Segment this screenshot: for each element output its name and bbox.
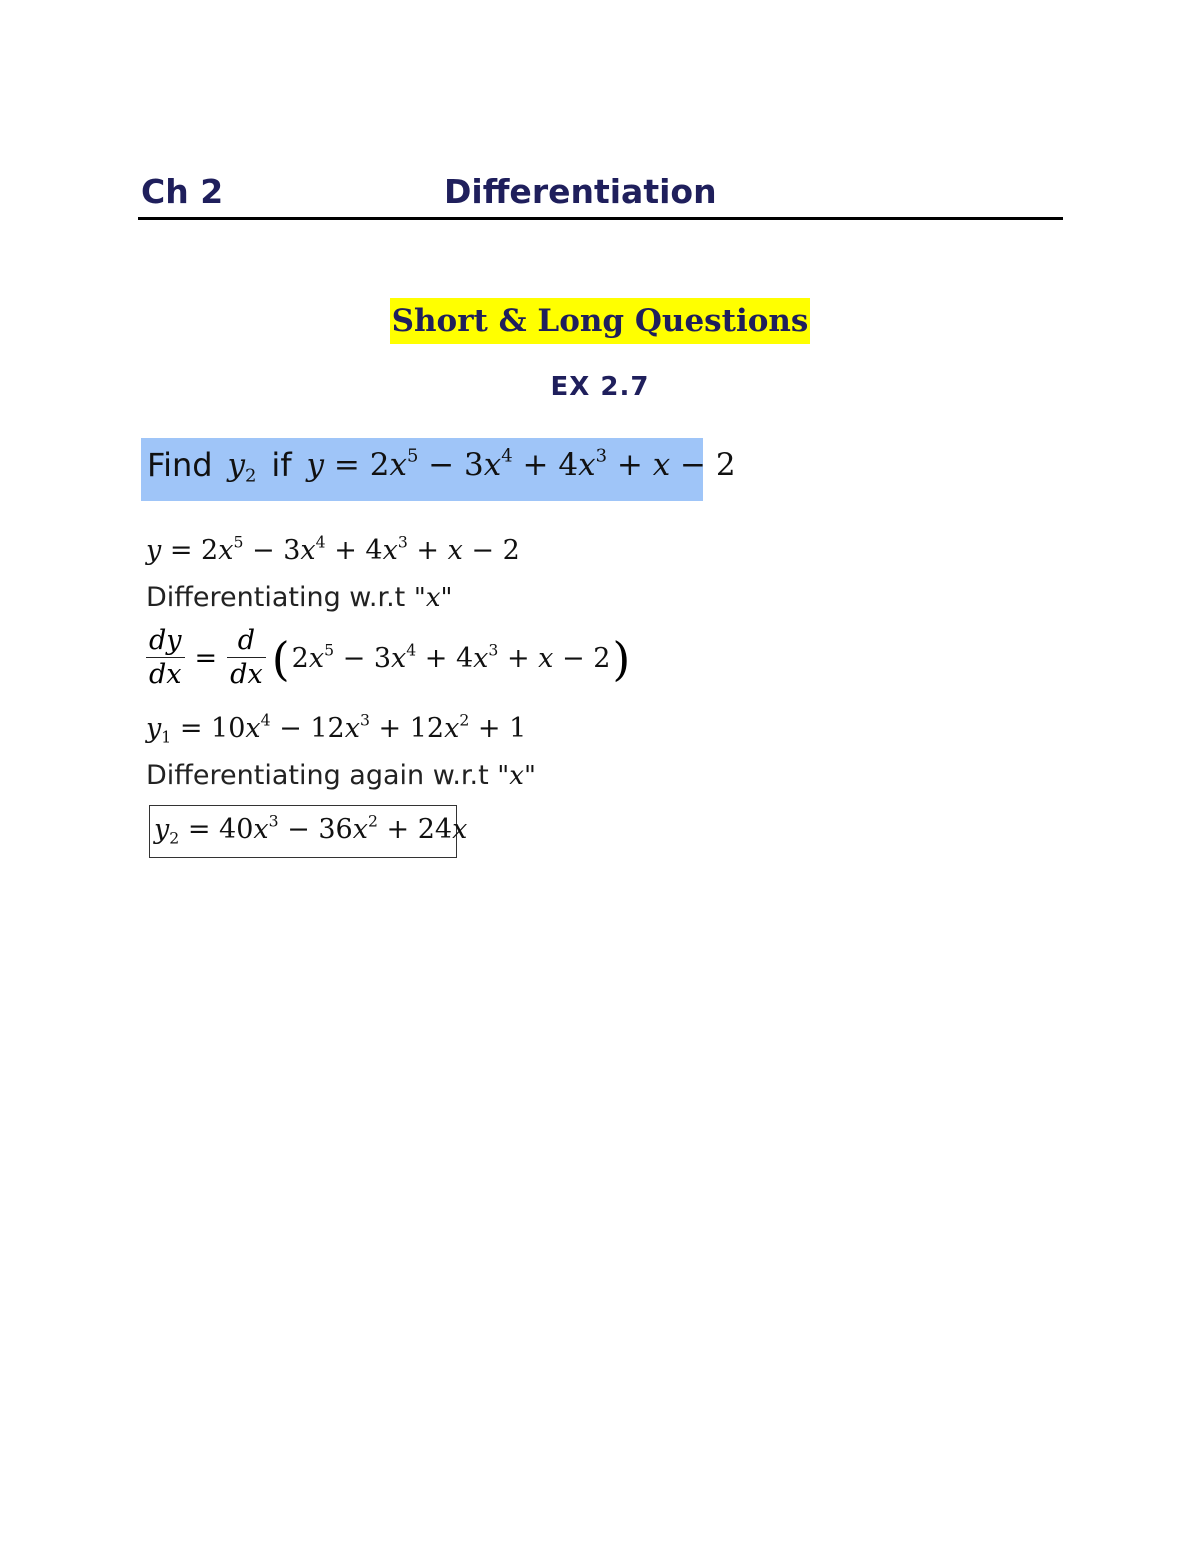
chapter-subject: Differentiation [444, 172, 717, 211]
derivative-argument: $2x^5 - 3x^4 + 4x^3 + x - 2$ [291, 640, 611, 674]
exercise-container [0, 372, 1200, 402]
final-answer-box [149, 805, 468, 858]
step-text-first-variable: "x" [413, 583, 453, 613]
solution-derivative-expression [146, 625, 632, 692]
final-answer-expression: $y_2 = 40x^3 - 36x^2 + 24x$ [154, 811, 468, 848]
step-text-second-label: Differentiating again w.r.t [146, 760, 489, 791]
question-if-word: if [271, 446, 292, 484]
d-dx-operator: $\frac{d}{dx}$ [227, 625, 266, 692]
right-parenthesis: ) [612, 631, 631, 686]
solution-step-text-second [146, 760, 536, 791]
step-text-first-label: Differentiating w.r.t [146, 582, 406, 613]
step-text-second-variable: "x" [497, 761, 536, 791]
question-function-expression: $y = 2x^5 - 3x^4 + 4x^3 + x - 2$ [306, 445, 736, 483]
solution-given-equation: $y = 2x^5 - 3x^4 + 4x^3 + x - 2$ [146, 532, 520, 566]
section-title: Short & Long Questions [390, 298, 811, 344]
question-box [141, 438, 736, 501]
section-title-container [0, 298, 1200, 344]
question-find-word: Find [147, 446, 213, 484]
question-target-expression: $y_2$ [227, 447, 257, 487]
exercise-label: EX 2.7 [550, 372, 650, 402]
chapter-number: Ch 2 [141, 172, 224, 211]
dy-dx-fraction: $\frac{dy}{dx}$ [146, 625, 185, 692]
equals-sign: = [194, 643, 218, 674]
solution-first-derivative: $y_1 = 10x^4 - 12x^3 + 12x^2 + 1$ [146, 710, 527, 747]
chapter-header [138, 170, 1063, 220]
left-parenthesis: ( [271, 631, 290, 686]
solution-step-text-first [146, 582, 452, 613]
